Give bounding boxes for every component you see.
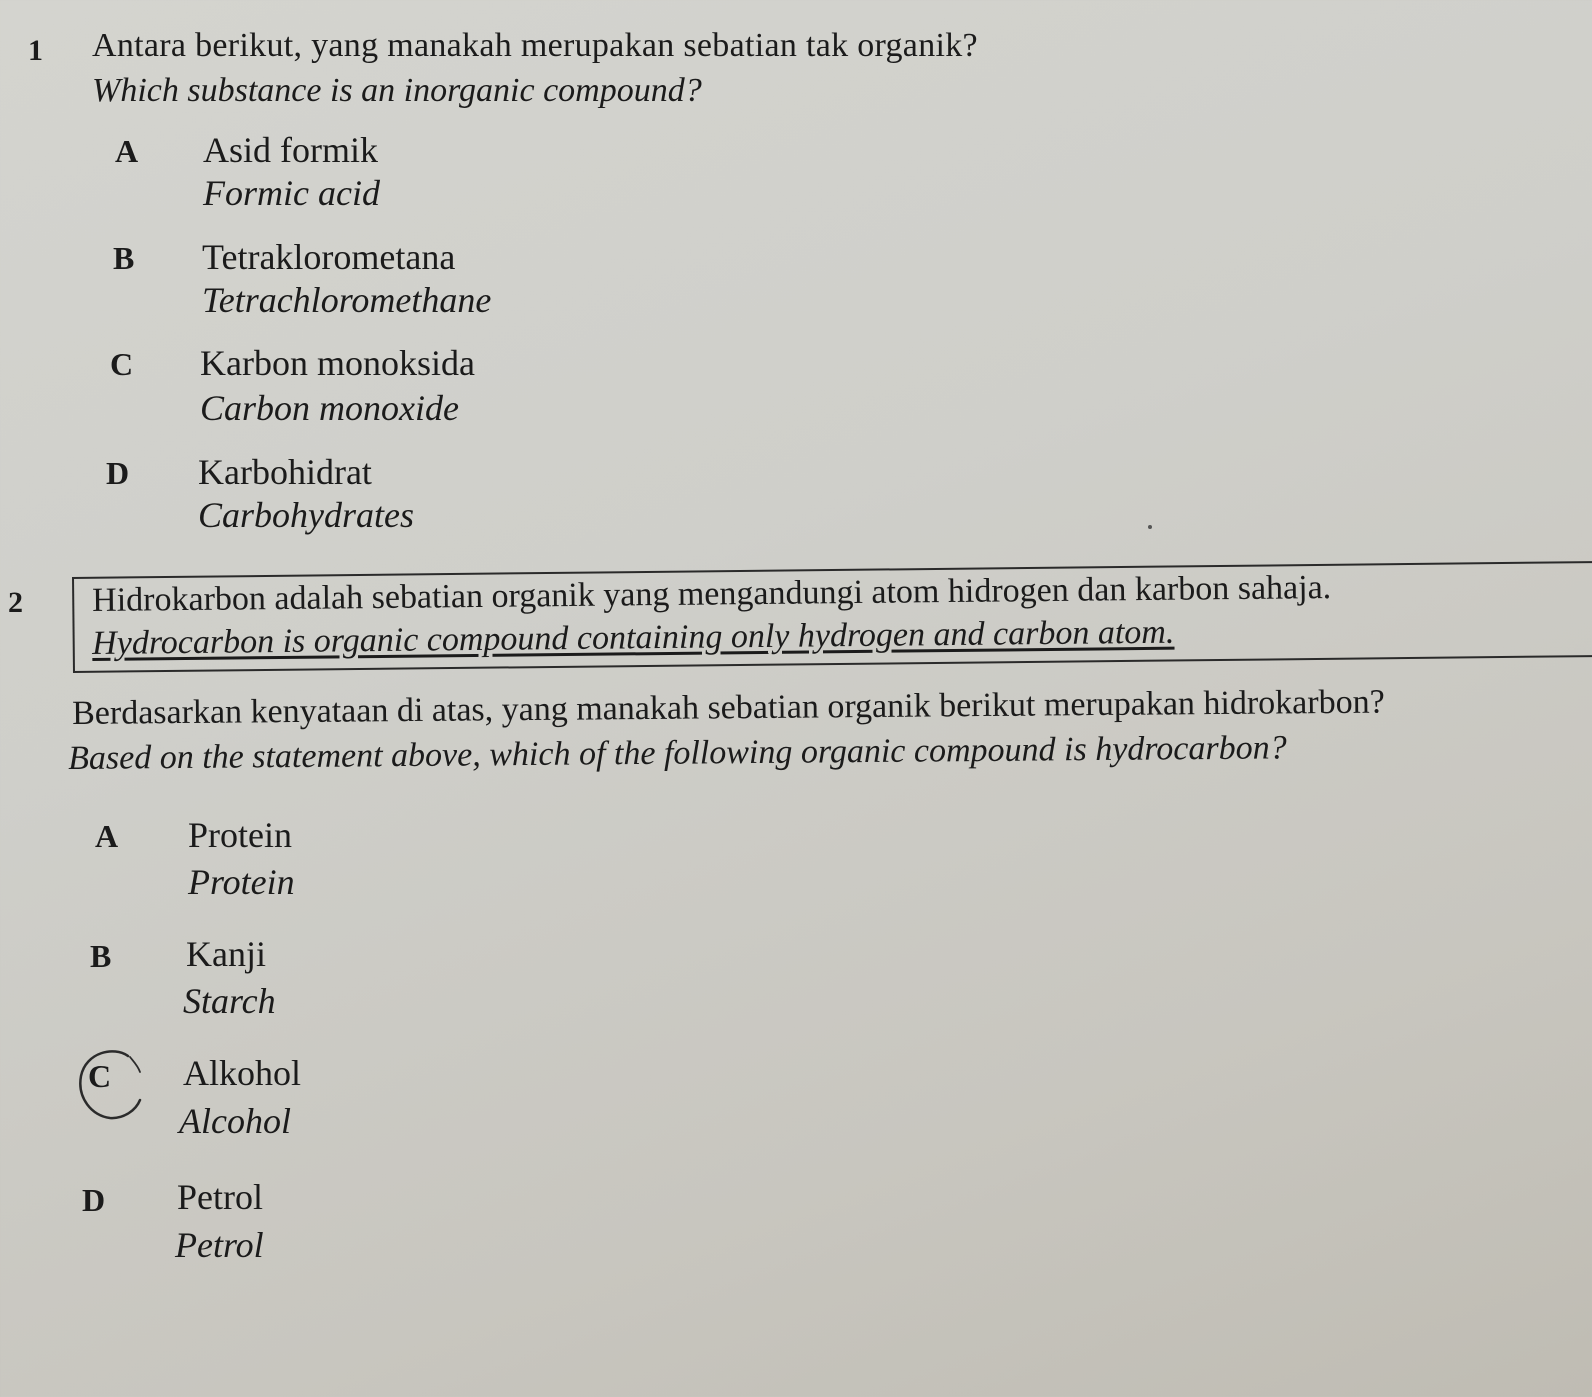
q2-option-c-english: Alcohol: [179, 1101, 291, 1141]
q1-option-b-malay: Tetraklorometana: [202, 237, 456, 277]
hand-drawn-circle-mark: [76, 1048, 146, 1124]
q1-option-c-letter: C: [110, 346, 134, 382]
question-2-text-malay: Berdasarkan kenyataan di atas, yang manakah sebatian organik berikut merupakan hidrokarbon?: [72, 683, 1385, 732]
q1-option-b-english: Tetrachloromethane: [202, 280, 492, 320]
q2-option-b-letter: B: [90, 938, 112, 974]
q1-option-c-malay: Karbon monoksida: [200, 343, 475, 383]
q1-option-a-letter: A: [115, 133, 139, 169]
statement-malay: Hidrokarbon adalah sebatian organik yang mengandungi atom hidrogen dan karbon sahaja.: [92, 569, 1332, 619]
q1-option-d-english: Carbohydrates: [198, 495, 414, 535]
question-2-number: 2: [8, 586, 23, 619]
q1-option-d-letter: D: [106, 455, 130, 491]
question-1-text-english: Which substance is an inorganic compound?: [92, 72, 702, 109]
q2-option-c-malay: Alkohol: [183, 1053, 302, 1093]
q1-option-b-letter: B: [113, 240, 135, 276]
q2-option-c-letter: C: [88, 1058, 112, 1094]
question-1-text-malay: Antara berikut, yang manakah merupakan sebatian tak organik?: [92, 27, 978, 64]
q1-option-c-english: Carbon monoxide: [200, 388, 459, 428]
question-1-number: 1: [28, 34, 43, 67]
q2-option-a-letter: A: [95, 818, 119, 854]
q1-option-d-malay: Karbohidrat: [198, 452, 372, 492]
pen-dot-mark: [1148, 525, 1152, 529]
statement-english: Hydrocarbon is organic compound containing only hydrogen and carbon atom.: [92, 613, 1175, 662]
q1-option-a-malay: Asid formik: [203, 130, 378, 170]
q1-option-a-english: Formic acid: [203, 173, 380, 213]
q2-option-b-english: Starch: [183, 981, 276, 1021]
q2-option-d-letter: D: [82, 1182, 106, 1218]
q2-option-b-malay: Kanji: [186, 934, 266, 974]
q2-option-d-english: Petrol: [175, 1225, 264, 1265]
q2-option-d-malay: Petrol: [177, 1177, 263, 1217]
q2-option-a-malay: Protein: [188, 815, 292, 855]
q2-option-a-english: Protein: [188, 862, 295, 902]
question-2-text-english: Based on the statement above, which of the following organic compound is hydrocarbon?: [68, 729, 1287, 777]
